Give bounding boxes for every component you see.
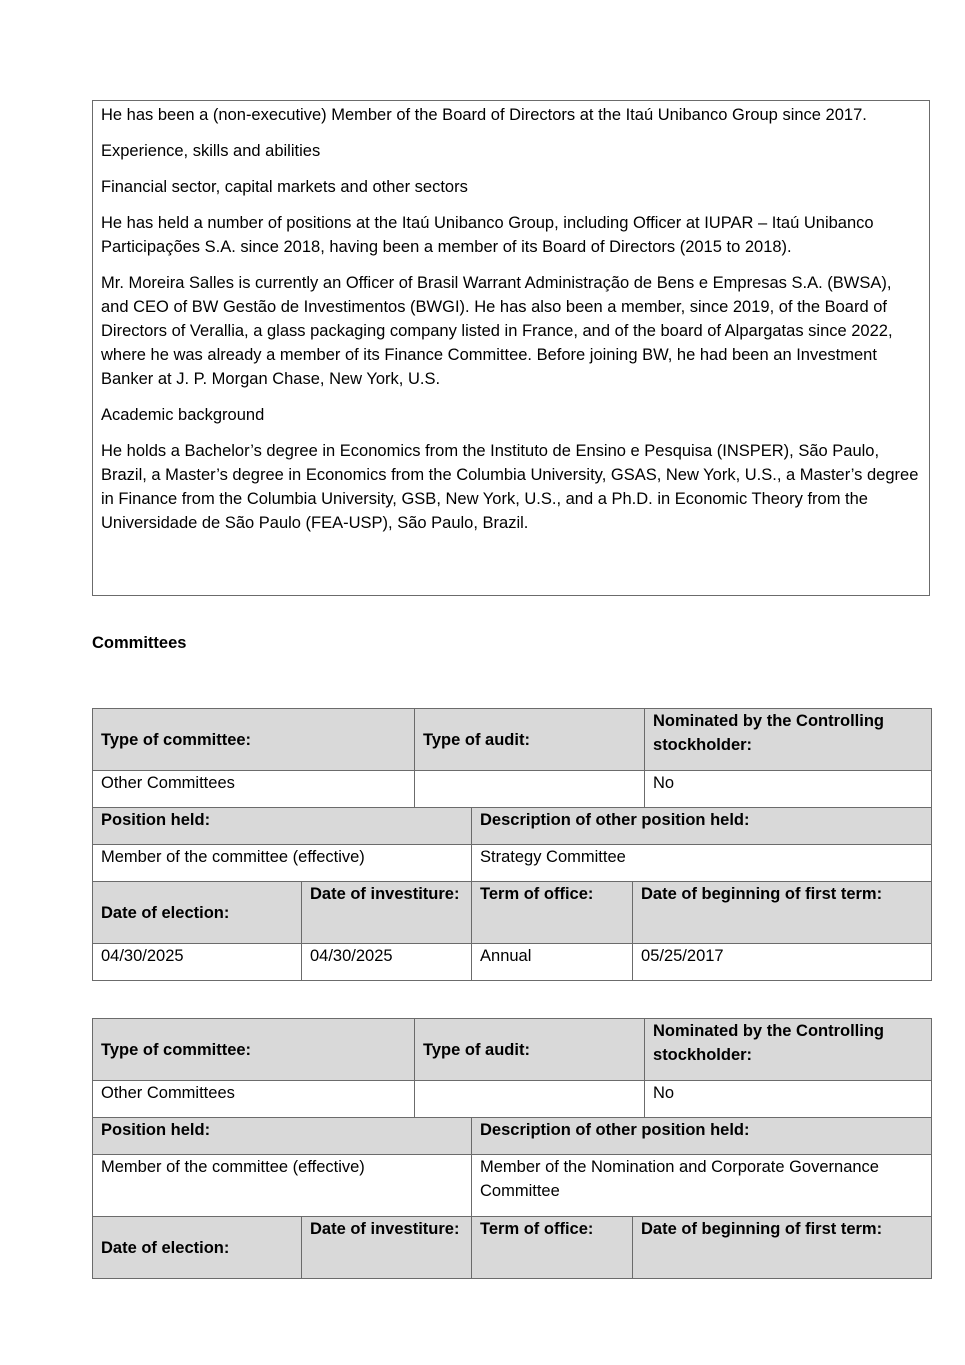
committee-table: [92, 708, 932, 981]
label-position-held: Position held:: [93, 1118, 472, 1155]
label-type-of-audit: Type of audit:: [415, 709, 645, 771]
value-type-of-audit: [415, 771, 645, 808]
label-date-first-term: Date of beginning of first term:: [633, 882, 932, 944]
bio-subheading-sectors: Financial sector, capital markets and other sectors: [101, 178, 468, 196]
value-description-other: Strategy Committee: [472, 845, 932, 882]
label-description-other: Description of other position held:: [472, 1118, 932, 1155]
label-date-of-election: Date of election:: [93, 882, 302, 944]
value-date-of-investiture: 04/30/2025: [302, 944, 472, 981]
value-term-of-office: Annual: [472, 944, 633, 981]
bio-paragraph: Mr. Moreira Salles is currently an Officer of Brasil Warrant Administração de Bens e Empresas S.A. (BWSA), and CEO of BW Gestão de Investimentos (BWGI). He has also been a member, since 2019, of the Board of Directors of Verallia, a glass packaging company listed in France, and of the board of Alpargatas since 2022, where he was already a member of its Finance Committee. Before joining BW, he had been an Investment Banker at J. P. Morgan Chase, New York, U.S.: [101, 274, 893, 388]
biography-box: [92, 100, 930, 596]
label-date-of-investiture: Date of investiture:: [302, 1217, 472, 1279]
label-description-other: Description of other position held:: [472, 808, 932, 845]
label-type-of-committee: Type of committee:: [93, 1019, 415, 1081]
label-nominated: Nominated by the Controlling stockholder:: [645, 709, 932, 771]
value-type-of-committee: Other Committees: [93, 1081, 415, 1118]
label-type-of-audit: Type of audit:: [415, 1019, 645, 1081]
value-date-first-term: 05/25/2017: [633, 944, 932, 981]
value-nominated: No: [645, 1081, 932, 1118]
value-description-other: Member of the Nomination and Corporate Governance Committee: [472, 1155, 932, 1217]
label-date-of-investiture: Date of investiture:: [302, 882, 472, 944]
label-date-first-term: Date of beginning of first term:: [633, 1217, 932, 1279]
bio-paragraph: He has been a (non-executive) Member of the Board of Directors at the Itaú Unibanco Group since 2017.: [101, 106, 867, 124]
value-nominated: No: [645, 771, 932, 808]
label-term-of-office: Term of office:: [472, 882, 633, 944]
committees-section-title: Committees: [92, 634, 187, 652]
bio-heading-academic: Academic background: [101, 406, 265, 424]
bio-heading-experience: Experience, skills and abilities: [101, 142, 321, 160]
label-position-held: Position held:: [93, 808, 472, 845]
bio-paragraph: He has held a number of positions at the Itaú Unibanco Group, including Officer at IUPAR – Itaú Unibanco Participações S.A. since 2018, having been a member of its Board of Directors (2015 to 2018).: [101, 214, 874, 256]
value-position-held: Member of the committee (effective): [93, 1155, 472, 1217]
label-term-of-office: Term of office:: [472, 1217, 633, 1279]
label-nominated: Nominated by the Controlling stockholder:: [645, 1019, 932, 1081]
value-type-of-committee: Other Committees: [93, 771, 415, 808]
value-date-of-election: 04/30/2025: [93, 944, 302, 981]
value-type-of-audit: [415, 1081, 645, 1118]
label-date-of-election: Date of election:: [93, 1217, 302, 1279]
committee-table: [92, 1018, 932, 1279]
label-type-of-committee: Type of committee:: [93, 709, 415, 771]
value-position-held: Member of the committee (effective): [93, 845, 472, 882]
bio-paragraph: He holds a Bachelor’s degree in Economics from the Instituto de Ensino e Pesquisa (INSPER), São Paulo, Brazil, a Master’s degree in Economics from the Columbia University, GSAS, New York, U.S., a Master’s degree in Finance from the Columbia University, GSB, New York, U.S., and a Ph.D. in Economic Theory from the Universidade de São Paulo (FEA-USP), São Paulo, Brazil.: [101, 442, 919, 532]
